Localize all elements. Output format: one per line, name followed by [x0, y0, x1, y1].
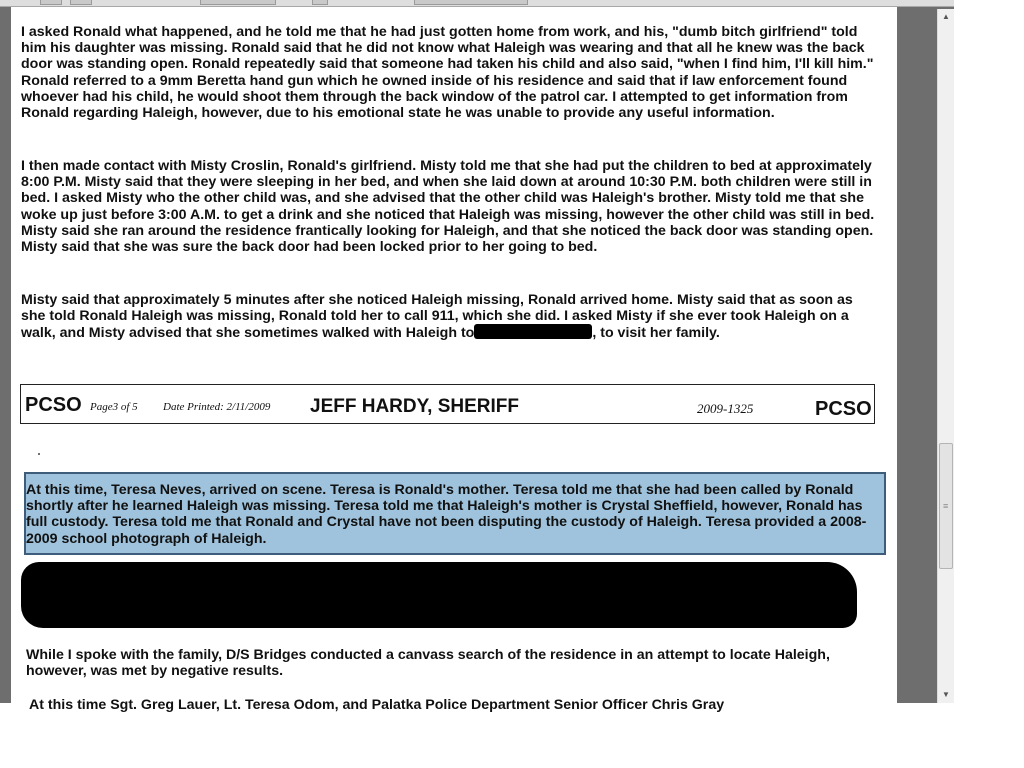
scan-speck	[38, 453, 40, 455]
toolbar-button-fragment[interactable]	[70, 0, 92, 5]
document-page	[11, 7, 897, 713]
report-paragraph: While I spoke with the family, D/S Bridges conducted a canvass search of the residence in an attempt to locate Haleigh, however, was met by negative results.	[26, 647, 830, 680]
inline-redaction	[474, 324, 592, 339]
vertical-scrollbar[interactable]	[937, 9, 954, 703]
toolbar-field-fragment[interactable]	[200, 0, 276, 5]
footer-sheriff: JEFF HARDY, SHERIFF	[310, 396, 520, 417]
report-paragraph: I asked Ronald what happened, and he told me that he had just gotten home from work, and his, "dumb bitch girlfriend" told him his daughter was missing. Ronald said that he did not know what Haleigh was wearing and that all he knew was the back door was standing open. Ronald repeatedly said that someone had taken his child and also said, "when I find him, I'll kill him." Ronald referred to a 9mm Beretta hand gun which he owned inside of his residence and said that if law enforcement found whoever had his child, he would shoot them through the back window of the patrol car. I attempted to get information from Ronald regarding Haleigh, however, due to his emotional state he was unable to provide any useful information.	[21, 24, 874, 122]
scroll-up-arrow-icon[interactable]: ▲	[942, 12, 950, 21]
toolbar-remnant	[0, 0, 954, 7]
report-paragraph-text: Misty said that approximately 5 minutes after she noticed Haleigh missing, Ronald arrived home. Misty said that as soon as she told Ronald Haleigh was missing, Ronald told her to call 911, which she did. I asked Misty if she ever took Haleigh on a walk, and Misty advised that she sometimes walked with Haleigh to	[21, 292, 853, 342]
footer-agency-left: PCSO	[25, 394, 82, 416]
page-footer	[20, 384, 875, 424]
scroll-thumb-grip-icon: ≡	[943, 501, 949, 511]
report-paragraph	[21, 292, 881, 342]
footer-agency-right: PCSO	[815, 398, 872, 420]
redaction-block	[21, 562, 857, 628]
toolbar-button-fragment[interactable]	[312, 0, 328, 5]
footer-date-printed: Date Printed: 2/11/2009	[163, 401, 271, 413]
scroll-down-arrow-icon[interactable]: ▼	[942, 690, 950, 699]
scroll-thumb[interactable]	[939, 443, 953, 569]
toolbar-field-fragment[interactable]	[414, 0, 528, 5]
footer-page-info: Page3 of 5	[90, 401, 138, 413]
highlighted-paragraph: At this time, Teresa Neves, arrived on scene. Teresa is Ronald's mother. Teresa told me that she had been called by Ronald shortly after he learned Haleigh was missing. Teresa told me that Haleigh's mother is Crystal Sheffield, however, Ronald has full custody. Teresa told me that Ronald and Crystal have not been disputing the custody of Haleigh. Teresa provided a 2008-2009 school photograph of Haleigh.	[26, 482, 867, 547]
report-paragraph-text: , to visit her family.	[592, 325, 720, 342]
cut-off-line: At this time Sgt. Greg Lauer, Lt. Teresa Odom, and Palatka Police Department Senior Officer Chris Gray	[29, 697, 725, 713]
footer-case-number: 2009-1325	[697, 401, 754, 416]
report-paragraph: I then made contact with Misty Croslin, Ronald's girlfriend. Misty told me that she had put the children to bed at approximately 8:00 P.M. Misty said that they were sleeping in her bed, and when she laid down at around 10:30 P.M. both children were still in bed. I asked Misty who the other child was, and she advised that the other child was Haleigh's brother. Misty told me that she woke up just before 3:00 A.M. to get a drink and she noticed that Haleigh was missing, however the other child was still in bed. Misty said she ran around the residence frantically looking for Haleigh, and that she noticed the back door was standing open. Misty said that she was sure the back door had been locked prior to her going to bed.	[21, 158, 875, 256]
toolbar-button-fragment[interactable]	[40, 0, 62, 5]
